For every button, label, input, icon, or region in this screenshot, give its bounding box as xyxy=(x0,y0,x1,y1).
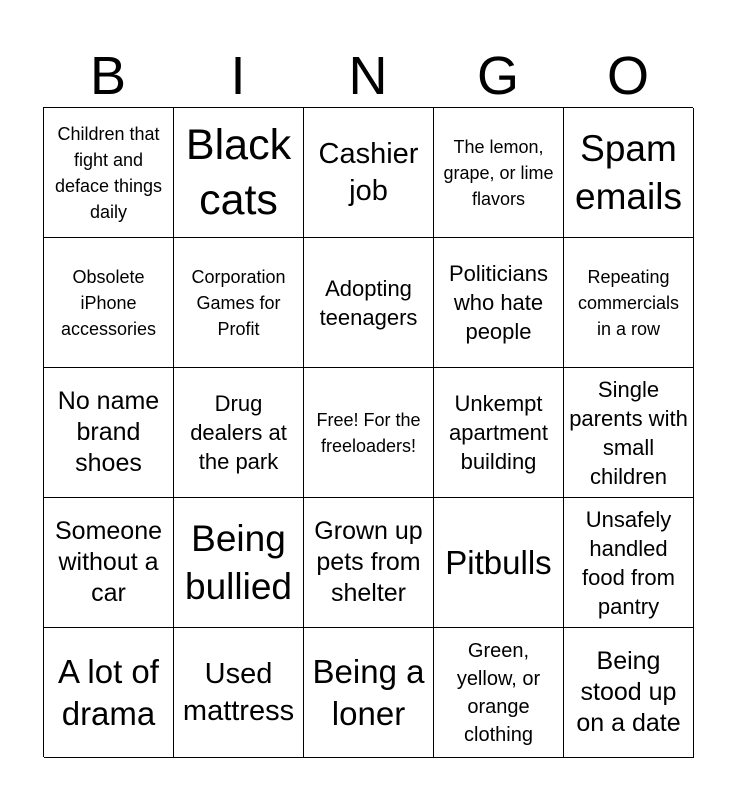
header-letter-n: N xyxy=(348,46,388,106)
bingo-cell[interactable] xyxy=(434,238,564,368)
cell-text: Used mattress xyxy=(182,657,295,727)
bingo-cell[interactable] xyxy=(44,498,174,628)
cell-text: Corporation Games for Profit xyxy=(191,266,286,339)
bingo-cell[interactable] xyxy=(434,108,564,238)
bingo-cell[interactable] xyxy=(304,498,434,628)
cell-text: Black cats xyxy=(185,120,292,224)
bingo-cell[interactable] xyxy=(304,108,434,238)
cell-text: Being a loner xyxy=(312,652,425,732)
bingo-cell[interactable] xyxy=(174,108,304,238)
cell-text: Green, yellow, or orange clothing xyxy=(456,639,541,746)
cell-text: Pitbulls xyxy=(445,543,552,581)
bingo-cell[interactable] xyxy=(174,238,304,368)
bingo-cell[interactable] xyxy=(564,238,694,368)
bingo-cell[interactable] xyxy=(44,238,174,368)
bingo-cell[interactable] xyxy=(564,498,694,628)
cell-text: Free! For the freeloaders! xyxy=(316,409,421,456)
bingo-cell[interactable] xyxy=(304,628,434,758)
bingo-cell[interactable] xyxy=(434,628,564,758)
cell-text: Drug dealers at the park xyxy=(190,391,287,474)
bingo-cell[interactable] xyxy=(434,368,564,498)
bingo-cell[interactable] xyxy=(564,368,694,498)
cell-text: Obsolete iPhone accessories xyxy=(60,266,157,339)
header-letter-g: G xyxy=(476,46,519,106)
bingo-cell[interactable] xyxy=(304,368,434,498)
cell-text: Repeating commercials in a row xyxy=(577,266,679,339)
cell-text: Spam emails xyxy=(575,127,682,217)
cell-text: Grown up pets from shelter xyxy=(314,517,423,607)
header-letter-i: I xyxy=(230,46,246,106)
cell-text: Cashier job xyxy=(318,137,419,207)
cell-text: Someone without a car xyxy=(54,517,163,607)
cell-text: Adopting teenagers xyxy=(319,275,418,330)
cell-text: A lot of drama xyxy=(58,652,159,732)
cell-text: Children that fight and deface things daily xyxy=(54,123,163,222)
cell-text: Unkempt apartment building xyxy=(448,391,549,474)
cell-text: Being stood up on a date xyxy=(576,647,681,737)
bingo-cell[interactable] xyxy=(434,498,564,628)
bingo-cell[interactable] xyxy=(44,628,174,758)
cell-text: Being bullied xyxy=(185,517,292,607)
bingo-cell[interactable] xyxy=(174,628,304,758)
bingo-board xyxy=(43,107,693,757)
cell-text: The lemon, grape, or lime flavors xyxy=(443,136,554,209)
bingo-cell[interactable] xyxy=(304,238,434,368)
cell-text: Politicians who hate people xyxy=(448,261,549,344)
bingo-cell[interactable] xyxy=(564,108,694,238)
cell-text: Unsafely handled food from pantry xyxy=(582,506,675,619)
header-letter-o: O xyxy=(606,46,649,106)
bingo-cell[interactable] xyxy=(44,368,174,498)
bingo-cell[interactable] xyxy=(44,108,174,238)
bingo-cell[interactable] xyxy=(174,368,304,498)
cell-text: No name brand shoes xyxy=(57,387,160,477)
bingo-cell[interactable] xyxy=(564,628,694,758)
bingo-cell[interactable] xyxy=(174,498,304,628)
bingo-header xyxy=(43,44,693,108)
cell-text: Single parents with small children xyxy=(569,376,688,489)
header-letter-b: B xyxy=(89,46,127,106)
